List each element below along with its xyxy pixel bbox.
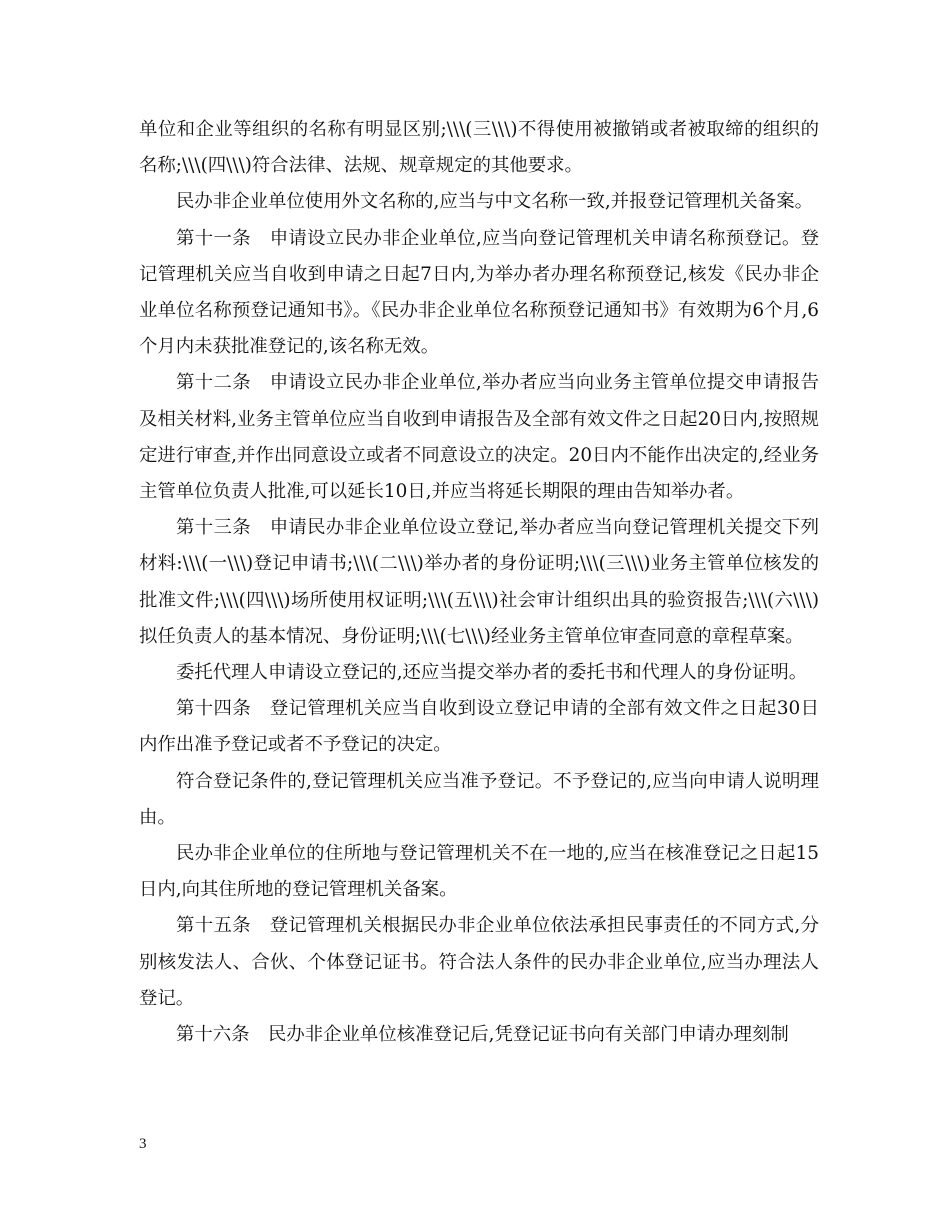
article-16-paragraph: 第十六条 民办非企业单位核准登记后,凭登记证书向有关部门申请办理刻制	[176, 1024, 789, 1046]
paragraph: 符合登记条件的,登记管理机关应当准予登记。不予登记的,应当向申请人说明理由。	[139, 770, 819, 828]
paragraph: 民办非企业单位的住所地与登记管理机关不在一地的,应当在核准登记之日起15日内,向其住所地的登记管理机关备案。	[139, 843, 819, 901]
paragraph: 单位和企业等组织的名称有明显区别;\\\(三\\\)不得使用被撤销或者被取缔的组织的名称;\\\(四\\\)符合法律、法规、规章规定的其他要求。	[139, 119, 819, 177]
page-number: 3	[139, 1136, 147, 1152]
article-12-paragraph: 第十二条 申请设立民办非企业单位,举办者应当向业务主管单位提交申请报告及相关材料,业务主管单位应当自收到申请报告及全部有效文件之日起20日内,按照规定进行审查,并作出同意设立或者不同意设立的决定。20日内不能作出决定的,经业务主管单位负责人批准,可以延长10日,并应当将延长期限的理由告知举办者。	[139, 372, 819, 503]
article-11-paragraph: 第十一条 申请设立民办非企业单位,应当向登记管理机关申请名称预登记。登记管理机关应当自收到申请之日起7日内,为举办者办理名称预登记,核发《民办非企业单位名称预登记通知书》。《民办非企业单位名称预登记通知书》有效期为6个月,6个月内未获批准登记的,该名称无效。	[139, 227, 819, 358]
article-14-paragraph: 第十四条 登记管理机关应当自收到设立登记申请的全部有效文件之日起30日内作出准予登记或者不予登记的决定。	[139, 698, 819, 756]
paragraph: 民办非企业单位使用外文名称的,应当与中文名称一致,并报登记管理机关备案。	[176, 191, 813, 213]
body-text	[139, 112, 819, 1053]
article-13-paragraph: 第十三条 申请民办非企业单位设立登记,举办者应当向登记管理机关提交下列材料:\\\(一\\\)登记申请书;\\\(二\\\)举办者的身份证明;\\\(三\\\)业务主管单位核发的批准文件;\\\(四\\\)场所使用权证明;\\\(五\\\)社会审计组织出具的验资报告;\\\(六\\\)拟任负责人的基本情况、身份证明;\\\(七\\\)经业务主管单位审查同意的章程草案。	[139, 517, 819, 647]
article-15-paragraph: 第十五条 登记管理机关根据民办非企业单位依法承担民事责任的不同方式,分别核发法人、合伙、个体登记证书。符合法人条件的民办非企业单位,应当办理法人登记。	[139, 915, 819, 1009]
paragraph: 委托代理人申请设立登记的,还应当提交举办者的委托书和代理人的身份证明。	[176, 662, 808, 684]
